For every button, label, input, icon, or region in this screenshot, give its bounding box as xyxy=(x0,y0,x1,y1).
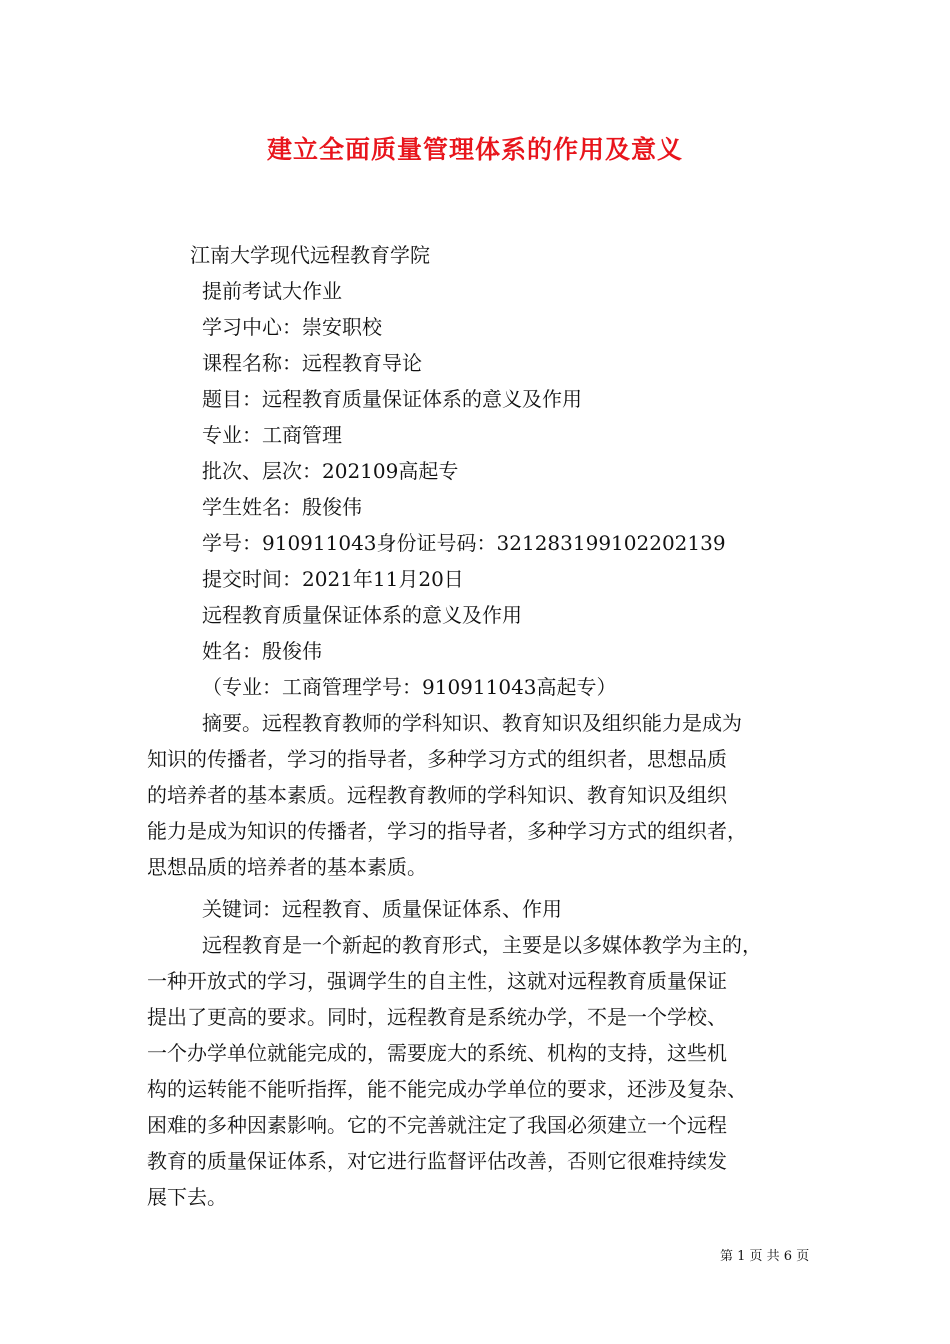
student-name: 学生姓名：殷俊伟 xyxy=(202,495,362,519)
school-name: 江南大学现代远程教育学院 xyxy=(190,243,430,267)
body-line: 提出了更高的要求。同时，远程教育是系统办学，不是一个学校、 xyxy=(147,1005,727,1029)
author-name: 姓名：殷俊伟 xyxy=(202,639,322,663)
assignment-topic: 题目：远程教育质量保证体系的意义及作用 xyxy=(202,387,582,411)
body-line: 远程教育是一个新起的教育形式，主要是以多媒体教学为主的， xyxy=(202,933,762,957)
body-line: 困难的多种因素影响。它的不完善就注定了我国必须建立一个远程 xyxy=(147,1113,727,1137)
document-title: 建立全面质量管理体系的作用及意义 xyxy=(266,135,683,164)
body-line: 教育的质量保证体系，对它进行监督评估改善，否则它很难持续发 xyxy=(147,1149,727,1173)
submit-time: 提交时间：2021年11月20日 xyxy=(202,567,464,591)
body-line: 展下去。 xyxy=(147,1185,227,1209)
body-line: 一种开放式的学习，强调学生的自主性，这就对远程教育质量保证 xyxy=(147,969,727,993)
abstract-line: 能力是成为知识的传播者，学习的指导者，多种学习方式的组织者， xyxy=(147,819,747,843)
major: 专业：工商管理 xyxy=(202,423,342,447)
course-name: 课程名称：远程教育导论 xyxy=(202,351,422,375)
abstract-line: 思想品质的培养者的基本素质。 xyxy=(147,855,427,879)
body-line: 构的运转能不能听指挥，能不能完成办学单位的要求，还涉及复杂、 xyxy=(147,1077,747,1101)
study-center: 学习中心：崇安职校 xyxy=(202,315,382,339)
batch-level: 批次、层次：202109高起专 xyxy=(202,459,459,483)
abstract-line: 摘要。远程教育教师的学科知识、教育知识及组织能力是成为 xyxy=(202,711,742,735)
essay-title: 远程教育质量保证体系的意义及作用 xyxy=(202,603,522,627)
assignment-type: 提前考试大作业 xyxy=(202,279,342,303)
abstract-line: 知识的传播者，学习的指导者，多种学习方式的组织者，思想品质 xyxy=(147,747,727,771)
keywords: 关键词：远程教育、质量保证体系、作用 xyxy=(202,897,562,921)
student-id: 学号：910911043身份证号码：321283199102202139 xyxy=(202,531,726,555)
body-line: 一个办学单位就能完成的，需要庞大的系统、机构的支持，这些机 xyxy=(147,1041,727,1065)
page-footer: 第 1 页 共 6 页 xyxy=(720,1249,810,1264)
abstract-line: 的培养者的基本素质。远程教育教师的学科知识、教育知识及组织 xyxy=(147,783,727,807)
author-details: （专业：工商管理学号：910911043高起专） xyxy=(202,675,617,699)
